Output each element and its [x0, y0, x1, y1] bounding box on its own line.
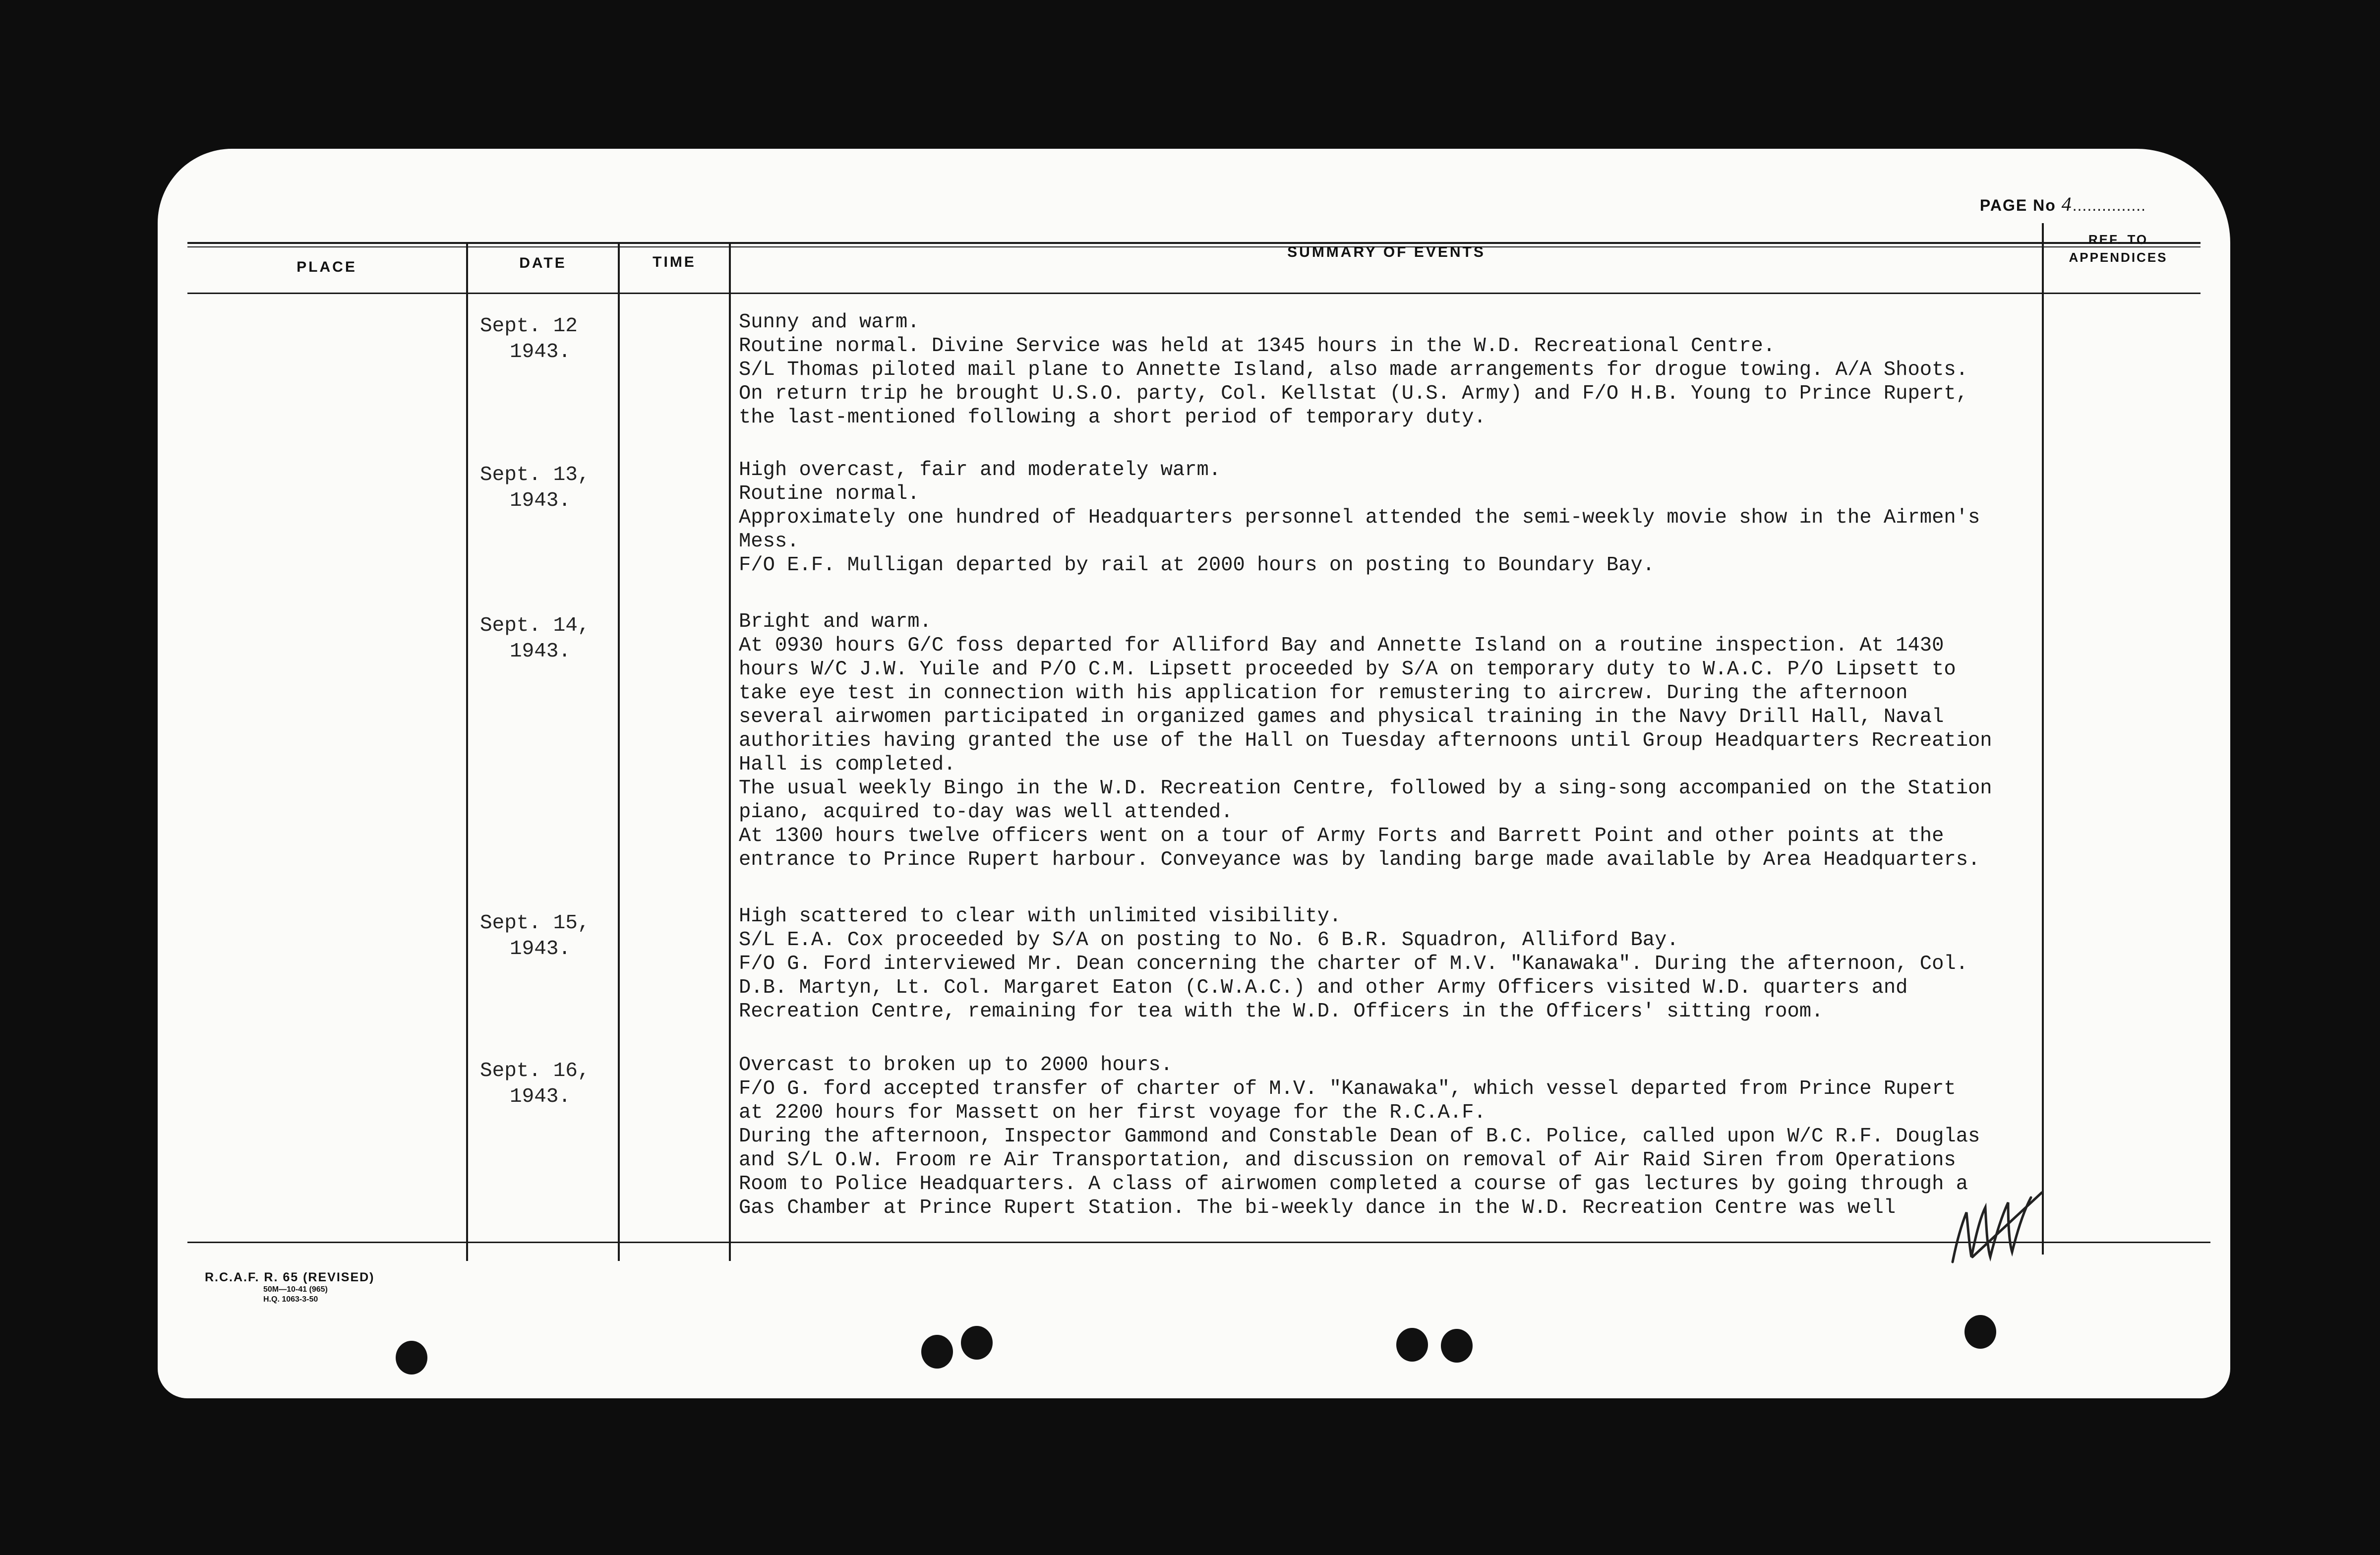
summary-line: several airwomen participated in organized games and physical training in the Navy Drill Hall, Naval	[739, 706, 1944, 728]
entry-date	[480, 613, 629, 664]
entry-summary	[739, 1053, 2038, 1220]
punch-hole	[1441, 1329, 1473, 1363]
entry-date-day: Sept. 13,	[480, 464, 590, 486]
header-summary: SUMMARY OF EVENTS	[1287, 244, 1486, 260]
form-identifier	[205, 1270, 375, 1305]
entry-date	[480, 313, 629, 365]
header-time: TIME	[653, 254, 696, 270]
summary-line: At 1300 hours twelve officers went on a tour of Army Forts and Barrett Point and other points at the	[739, 825, 1944, 847]
summary-line: Routine normal.	[739, 482, 920, 505]
summary-line: On return trip he brought U.S.O. party, Col. Kellstat (U.S. Army) and F/O H.B. Young to Prince Rupert,	[739, 382, 1968, 405]
summary-line: F/O G. ford accepted transfer of charter of M.V. "Kanawaka", which vessel departed from Prince Rupert	[739, 1077, 1956, 1100]
handwritten-signature	[1943, 1183, 2151, 1277]
summary-line: High overcast, fair and moderately warm.	[739, 459, 1221, 481]
summary-line: and S/L O.W. Froom re Air Transportation, and discussion on removal of Air Raid Siren from Operations	[739, 1149, 1956, 1172]
entry-date	[480, 1058, 629, 1110]
summary-line: Sunny and warm.	[739, 311, 920, 334]
entry-date-year: 1943.	[510, 489, 571, 512]
summary-line: F/O E.F. Mulligan departed by rail at 2000 hours on posting to Boundary Bay.	[739, 554, 1655, 577]
diary-page	[158, 149, 2230, 1398]
header-date: DATE	[519, 255, 567, 271]
entry-summary	[739, 904, 2038, 1023]
summary-line: the last-mentioned following a short period of temporary duty.	[739, 406, 1486, 429]
summary-line: D.B. Martyn, Lt. Col. Margaret Eaton (C.W.A.C.) and other Army Officers visited W.D. quarters and	[739, 976, 1908, 999]
punch-hole	[1396, 1328, 1428, 1362]
entry-date	[480, 462, 629, 514]
summary-line: Recreation Centre, remaining for tea with the W.D. Officers in the Officers' sitting room.	[739, 1000, 1824, 1023]
entry-date-day: Sept. 16,	[480, 1060, 590, 1082]
page-number	[1980, 192, 2146, 216]
header-bottom-rule	[187, 293, 2201, 294]
form-print-run: 50M—10-41 (965)	[263, 1285, 328, 1294]
page-number-dots: ...............	[2072, 196, 2146, 214]
summary-line: authorities having granted the use of the Hall on Tuesday afternoons until Group Headquarters Recreation	[739, 729, 1992, 752]
summary-line: F/O G. Ford interviewed Mr. Dean concerning the charter of M.V. "Kanawaka". During the afternoon, Col.	[739, 953, 1968, 975]
header-ref-line2: APPENDICES	[2069, 250, 2168, 265]
header-ref-to-appendices	[2044, 231, 2193, 266]
header-place: PLACE	[297, 259, 357, 275]
punch-hole	[1964, 1315, 1996, 1349]
form-number: R.C.A.F. R. 65 (REVISED)	[205, 1270, 375, 1284]
entry-summary	[739, 310, 2038, 429]
entry-summary	[739, 458, 2038, 577]
entry-date-year: 1943.	[510, 341, 571, 363]
entry-date-year: 1943.	[510, 640, 571, 663]
summary-line: at 2200 hours for Massett on her first voyage for the R.C.A.F.	[739, 1101, 1486, 1124]
page-number-value: 4	[2061, 193, 2073, 215]
column-rule-time-summary	[729, 243, 731, 1261]
summary-line: During the afternoon, Inspector Gammond and Constable Dean of B.C. Police, called upon W/C R.F. Douglas	[739, 1125, 1980, 1148]
summary-line: S/L Thomas piloted mail plane to Annette Island, also made arrangements for drogue towing. A/A Shoots.	[739, 359, 1968, 381]
entry-date-year: 1943.	[510, 1085, 571, 1108]
punch-hole	[396, 1341, 427, 1375]
summary-line: Routine normal. Divine Service was held at 1345 hours in the W.D. Recreational Centre.	[739, 335, 1776, 358]
summary-line: Hall is completed.	[739, 753, 956, 776]
summary-line: High scattered to clear with unlimited visibility.	[739, 905, 1342, 928]
summary-line: Mess.	[739, 530, 799, 553]
entry-date-day: Sept. 15,	[480, 912, 590, 935]
entry-summary	[739, 610, 2038, 872]
entry-date-day: Sept. 12	[480, 315, 578, 338]
page-number-label: PAGE No	[1979, 196, 2056, 214]
summary-line: Room to Police Headquarters. A class of airwomen completed a course of gas lectures by going through a	[739, 1173, 1968, 1196]
summary-line: At 0930 hours G/C foss departed for Alliford Bay and Annette Island on a routine inspection. At 1430	[739, 634, 1944, 657]
summary-line: entrance to Prince Rupert harbour. Conveyance was by landing barge made available by Area Headquarters.	[739, 848, 1980, 871]
header-ref-line1: REF. TO	[2088, 232, 2148, 247]
entry-date	[480, 910, 629, 962]
form-hq-reference: H.Q. 1063-3-50	[263, 1295, 318, 1304]
summary-line: Bright and warm.	[739, 610, 932, 633]
summary-line: Gas Chamber at Prince Rupert Station. The bi-weekly dance in the W.D. Recreation Centre was well	[739, 1196, 1896, 1219]
summary-line: The usual weekly Bingo in the W.D. Recreation Centre, followed by a sing-song accompanied on the Station	[739, 777, 1992, 800]
punch-hole	[921, 1335, 953, 1369]
summary-line: hours W/C J.W. Yuile and P/O C.M. Lipsett proceeded by S/A on temporary duty to W.A.C. P/O Lipsett to	[739, 658, 1956, 681]
summary-line: Approximately one hundred of Headquarters personnel attended the semi-weekly movie show in the Airmen's	[739, 506, 1980, 529]
summary-line: take eye test in connection with his application for remustering to aircrew. During the afternoon	[739, 682, 1908, 705]
punch-hole	[961, 1326, 993, 1360]
summary-line: S/L E.A. Cox proceeded by S/A on posting to No. 6 B.R. Squadron, Alliford Bay.	[739, 929, 1679, 952]
entry-date-year: 1943.	[510, 938, 571, 960]
entry-date-day: Sept. 14,	[480, 614, 590, 637]
footer-rule	[187, 1242, 2210, 1243]
column-rule-place-date	[466, 243, 468, 1261]
summary-line: Overcast to broken up to 2000 hours.	[739, 1054, 1173, 1077]
summary-line: piano, acquired to-day was well attended.	[739, 801, 1233, 824]
column-rule-summary-ref	[2042, 223, 2044, 1255]
